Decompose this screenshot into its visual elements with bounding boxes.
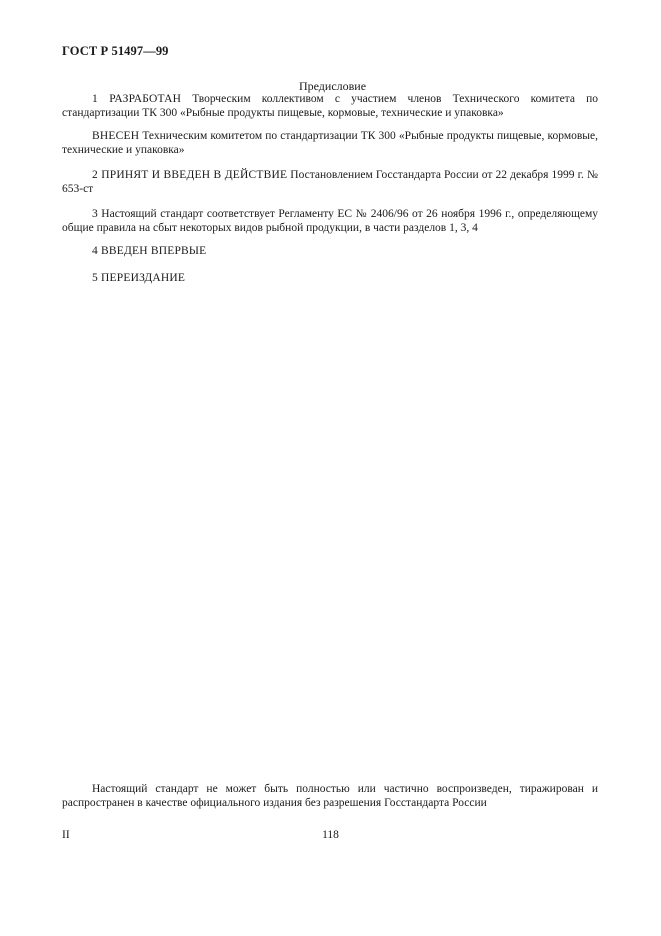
item-lead: ВНЕСЕН <box>92 130 140 142</box>
item-text: Настоящий стандарт соответствует Регламенту ЕС № 2406/96 от 26 ноября 1996 г., определяющему общие правила на сбыт некоторых видов рыбной продукции, в части разделов 1, 3, 4 <box>62 208 599 234</box>
item-text: Постановлением Госстандарта России от 22 декабря 1999 г. № 653-ст <box>62 169 598 195</box>
item-lead: 3 <box>92 208 98 220</box>
preface-item-4 <box>62 244 598 258</box>
item-lead: 2 ПРИНЯТ И ВВЕДЕН В ДЕЙСТВИЕ <box>92 169 288 181</box>
preface-item-5 <box>62 271 598 285</box>
section-title: Предисловие <box>298 79 367 93</box>
document-header: ГОСТ Р 51497—99 <box>62 44 169 58</box>
item-lead: 1 РАЗРАБОТАН <box>92 93 182 105</box>
item-lead: 4 ВВЕДЕН ВПЕРВЫЕ <box>92 245 207 257</box>
preface-item-1 <box>62 92 598 120</box>
page-roman-numeral: II <box>62 829 70 841</box>
item-text: Техническим комитетом по стандартизации ТК 300 «Рыбные продукты пищевые, кормовые, технические и упаковка» <box>62 130 598 156</box>
preface-item-introduced <box>62 129 598 157</box>
preface-item-3 <box>62 207 598 235</box>
preface-item-2 <box>62 168 598 196</box>
item-lead: 5 ПЕРЕИЗДАНИЕ <box>92 272 186 284</box>
page-number: 118 <box>322 829 339 841</box>
item-text: Творческим коллективом с участием членов Технического комитета по стандартизации ТК 300 «Рыбные продукты пищевые, кормовые, технические и упаковка» <box>62 93 598 119</box>
copyright-notice: Настоящий стандарт не может быть полностью или частично воспроизведен, тиражирован и распространен в качестве официального издания без разрешения Госстандарта России <box>62 783 598 809</box>
